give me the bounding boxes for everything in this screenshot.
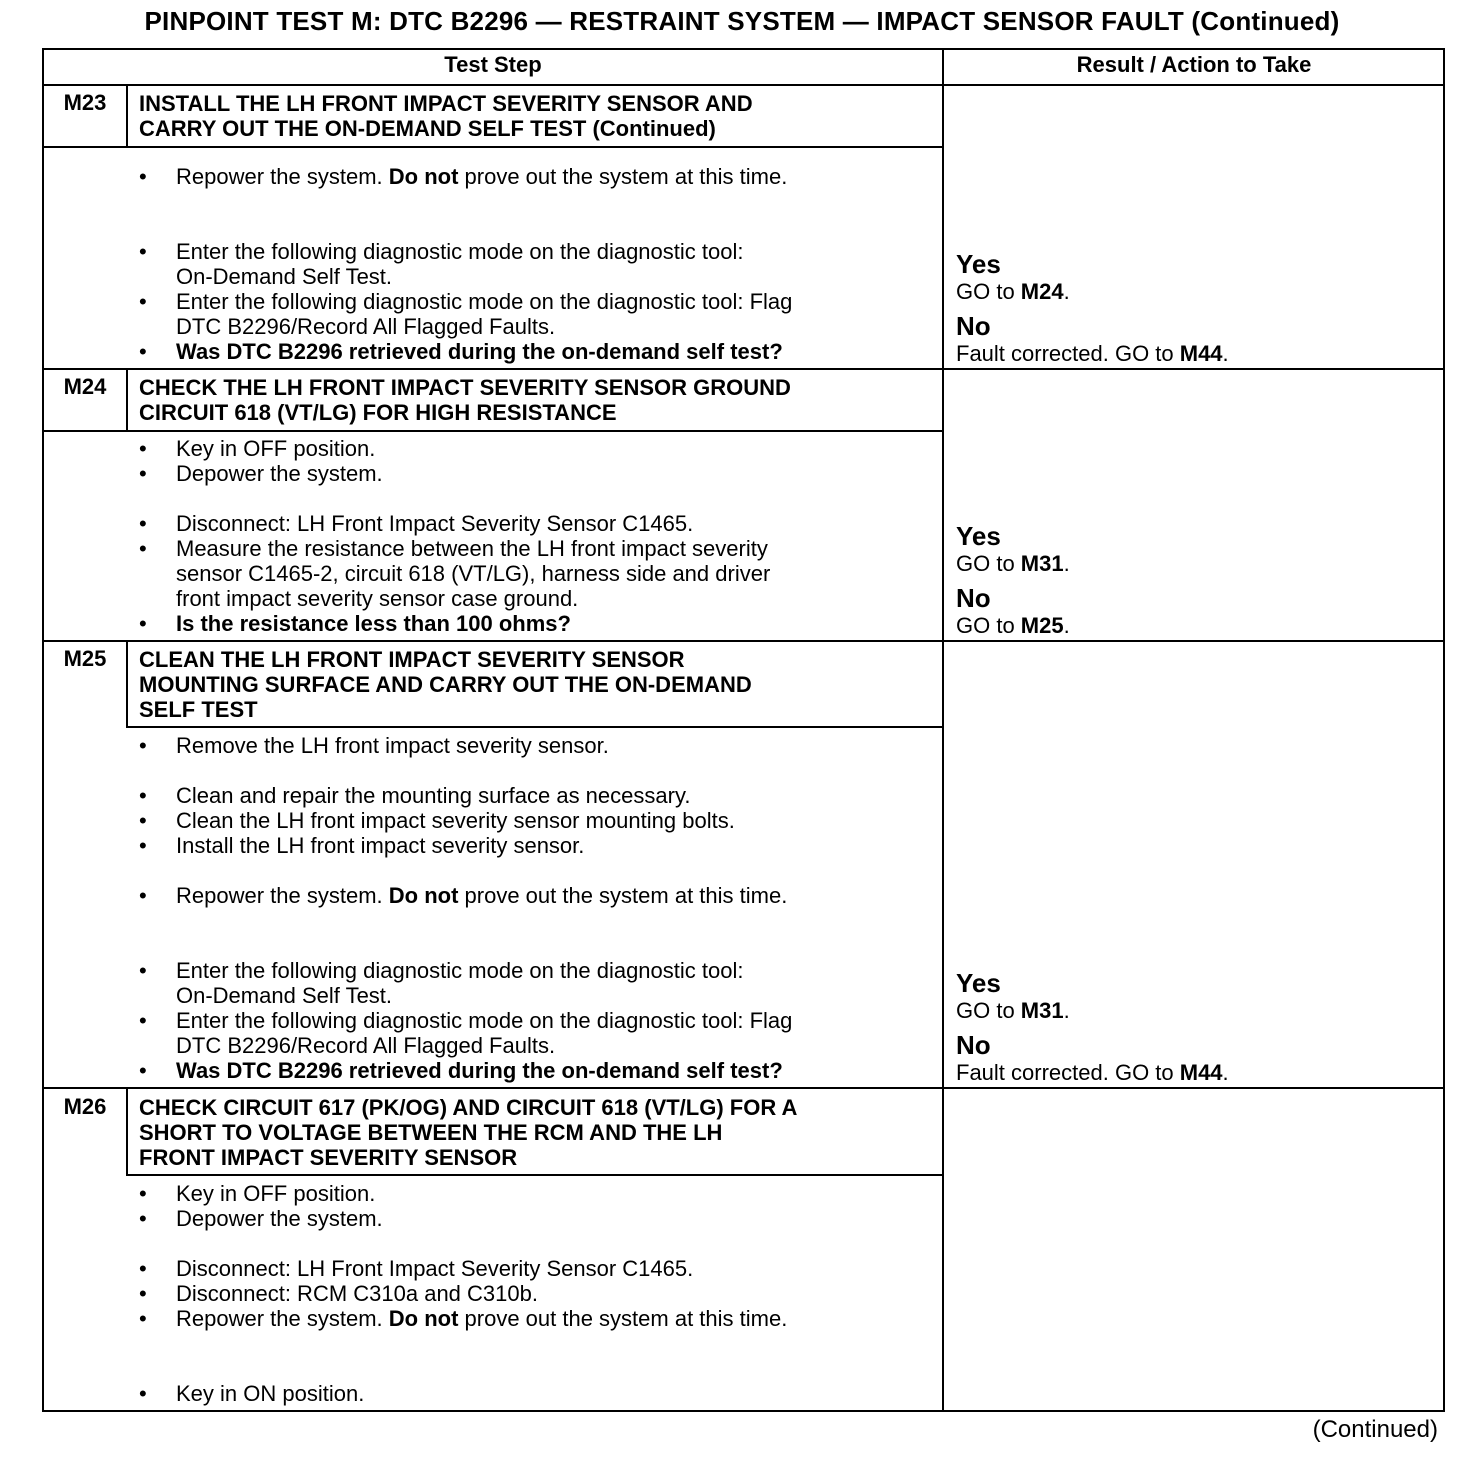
heading-divider: [126, 1174, 943, 1176]
page-title: PINPOINT TEST M: DTC B2296 — RESTRAINT SYSTEM — IMPACT SENSOR FAULT (Continued): [144, 6, 1340, 36]
header-result: Result / Action to Take: [1076, 52, 1312, 77]
result-yes: Yes: [956, 249, 1001, 279]
column-divider: [942, 49, 944, 1411]
heading-divider: [43, 146, 943, 148]
step-id: M23: [63, 90, 107, 115]
header-divider: [43, 84, 1444, 86]
result-cell: Yes GO to M31. No GO to M25.: [956, 521, 1436, 638]
step-heading: CLEAN THE LH FRONT IMPACT SEVERITY SENSOR MOUNTING SURFACE AND CARRY OUT THE ON-DEMAND SELF TEST: [139, 647, 752, 722]
header-test-step: Test Step: [444, 52, 542, 77]
step-heading: INSTALL THE LH FRONT IMPACT SEVERITY SENSOR AND CARRY OUT THE ON-DEMAND SELF TEST (Continued): [139, 91, 753, 141]
result-yes: Yes: [956, 968, 1001, 998]
result-no: No: [956, 583, 991, 613]
step-divider: [43, 1087, 1444, 1089]
step-id: M26: [63, 1094, 107, 1119]
result-yes: Yes: [956, 521, 1001, 551]
goto-link[interactable]: M44: [1179, 1060, 1223, 1085]
goto-link[interactable]: M25: [1020, 613, 1064, 638]
step-id-divider: [126, 85, 128, 147]
result-cell: Yes GO to M31. No Fault corrected. GO to M44.: [956, 968, 1436, 1085]
step-id-divider: [126, 369, 128, 431]
goto-link[interactable]: M31: [1020, 998, 1064, 1023]
step-id-divider: [126, 641, 128, 728]
step-id: M25: [63, 646, 107, 671]
step-divider: [43, 640, 1444, 642]
result-no: No: [956, 1030, 991, 1060]
step-divider: [43, 368, 1444, 370]
heading-divider: [126, 726, 943, 728]
step-heading: CHECK THE LH FRONT IMPACT SEVERITY SENSOR GROUND CIRCUIT 618 (VT/LG) FOR HIGH RESISTANCE: [139, 375, 791, 425]
result-cell: Yes GO to M24. No Fault corrected. GO to M44.: [956, 249, 1436, 366]
step-heading: CHECK CIRCUIT 617 (PK/OG) AND CIRCUIT 618 (VT/LG) FOR A SHORT TO VOLTAGE BETWEEN THE RCM AND THE LH FRONT IMPACT SEVERITY SENSOR: [139, 1095, 798, 1170]
result-no: No: [956, 311, 991, 341]
goto-link[interactable]: M44: [1179, 341, 1223, 366]
goto-link[interactable]: M31: [1020, 551, 1064, 576]
step-id: M24: [63, 374, 107, 399]
step-id-divider: [126, 1088, 128, 1175]
continued-label: (Continued): [1312, 1416, 1438, 1443]
heading-divider: [43, 430, 943, 432]
goto-link[interactable]: M24: [1020, 279, 1064, 304]
